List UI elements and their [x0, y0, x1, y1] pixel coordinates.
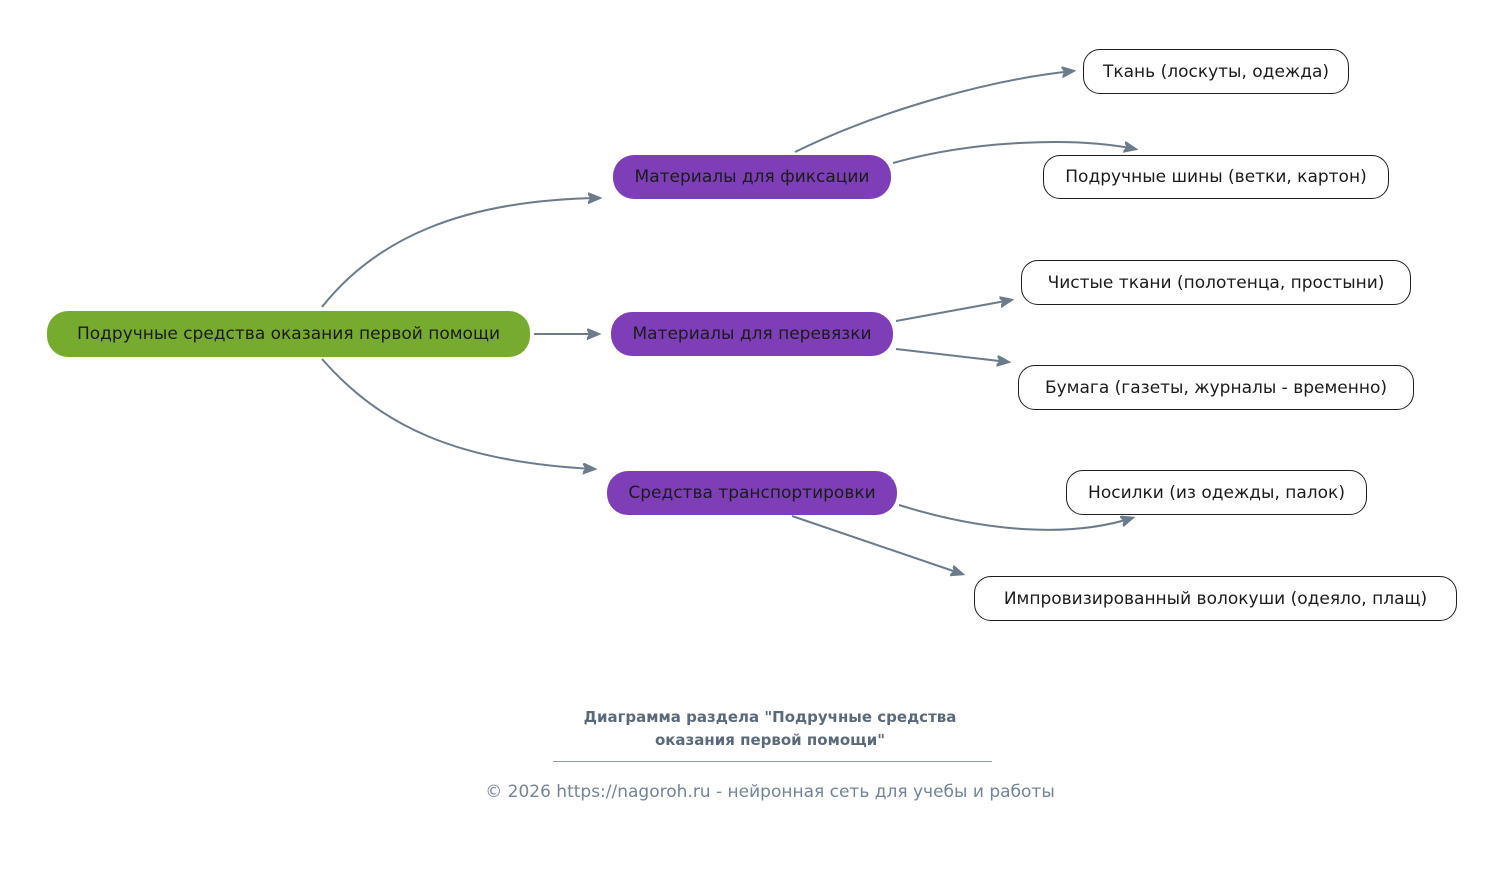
- node-root-label: Подручные средства оказания первой помощи: [76, 324, 501, 344]
- edge-root-to-fixation: [322, 198, 599, 307]
- footer-copyright: © 2026 https://nagoroh.ru - нейронная сеть для учебы и работы: [485, 782, 1055, 802]
- leaf-stretcher: [1066, 470, 1367, 515]
- node-materials-bandaging-label: Материалы для перевязки: [632, 324, 872, 344]
- leaf-improvised-drag-label: Импровизированный волокуши (одеяло, плащ): [1003, 588, 1428, 609]
- node-materials-bandaging: [611, 312, 893, 356]
- footer-title-line2: оказания первой помощи": [654, 731, 886, 749]
- leaf-improvised-splints-label: Подручные шины (ветки, картон): [1065, 167, 1367, 187]
- node-materials-fixation-label: Материалы для фиксации: [634, 167, 870, 187]
- edge-bandaging-to-fabrics: [896, 300, 1011, 321]
- edge-fixation-to-cloth: [795, 71, 1073, 152]
- leaf-cloth: [1083, 49, 1349, 94]
- node-transport-means-label: Средства транспортировки: [628, 483, 876, 503]
- leaf-improvised-splints: [1043, 155, 1389, 199]
- edge-transport-to-drag: [792, 516, 962, 574]
- footer: [470, 706, 1070, 752]
- footer-divider: [553, 761, 992, 762]
- leaf-cloth-label: Ткань (лоскуты, одежда): [1102, 61, 1330, 82]
- leaf-clean-fabrics-label: Чистые ткани (полотенца, простыни): [1047, 272, 1385, 293]
- leaf-paper-label: Бумага (газеты, журналы - временно): [1044, 377, 1388, 398]
- footer-title-line1: Диаграмма раздела "Подручные средства: [583, 708, 957, 726]
- leaf-paper: [1018, 365, 1414, 410]
- footer-title: [470, 706, 1070, 752]
- node-transport-means: [607, 471, 897, 515]
- leaf-improvised-drag: [974, 576, 1457, 621]
- edge-root-to-transport: [322, 359, 594, 469]
- leaf-clean-fabrics: [1021, 260, 1411, 305]
- node-root: [47, 311, 530, 357]
- edge-bandaging-to-paper: [896, 349, 1008, 362]
- leaf-stretcher-label: Носилки (из одежды, палок): [1088, 482, 1345, 503]
- node-materials-fixation: [613, 155, 891, 199]
